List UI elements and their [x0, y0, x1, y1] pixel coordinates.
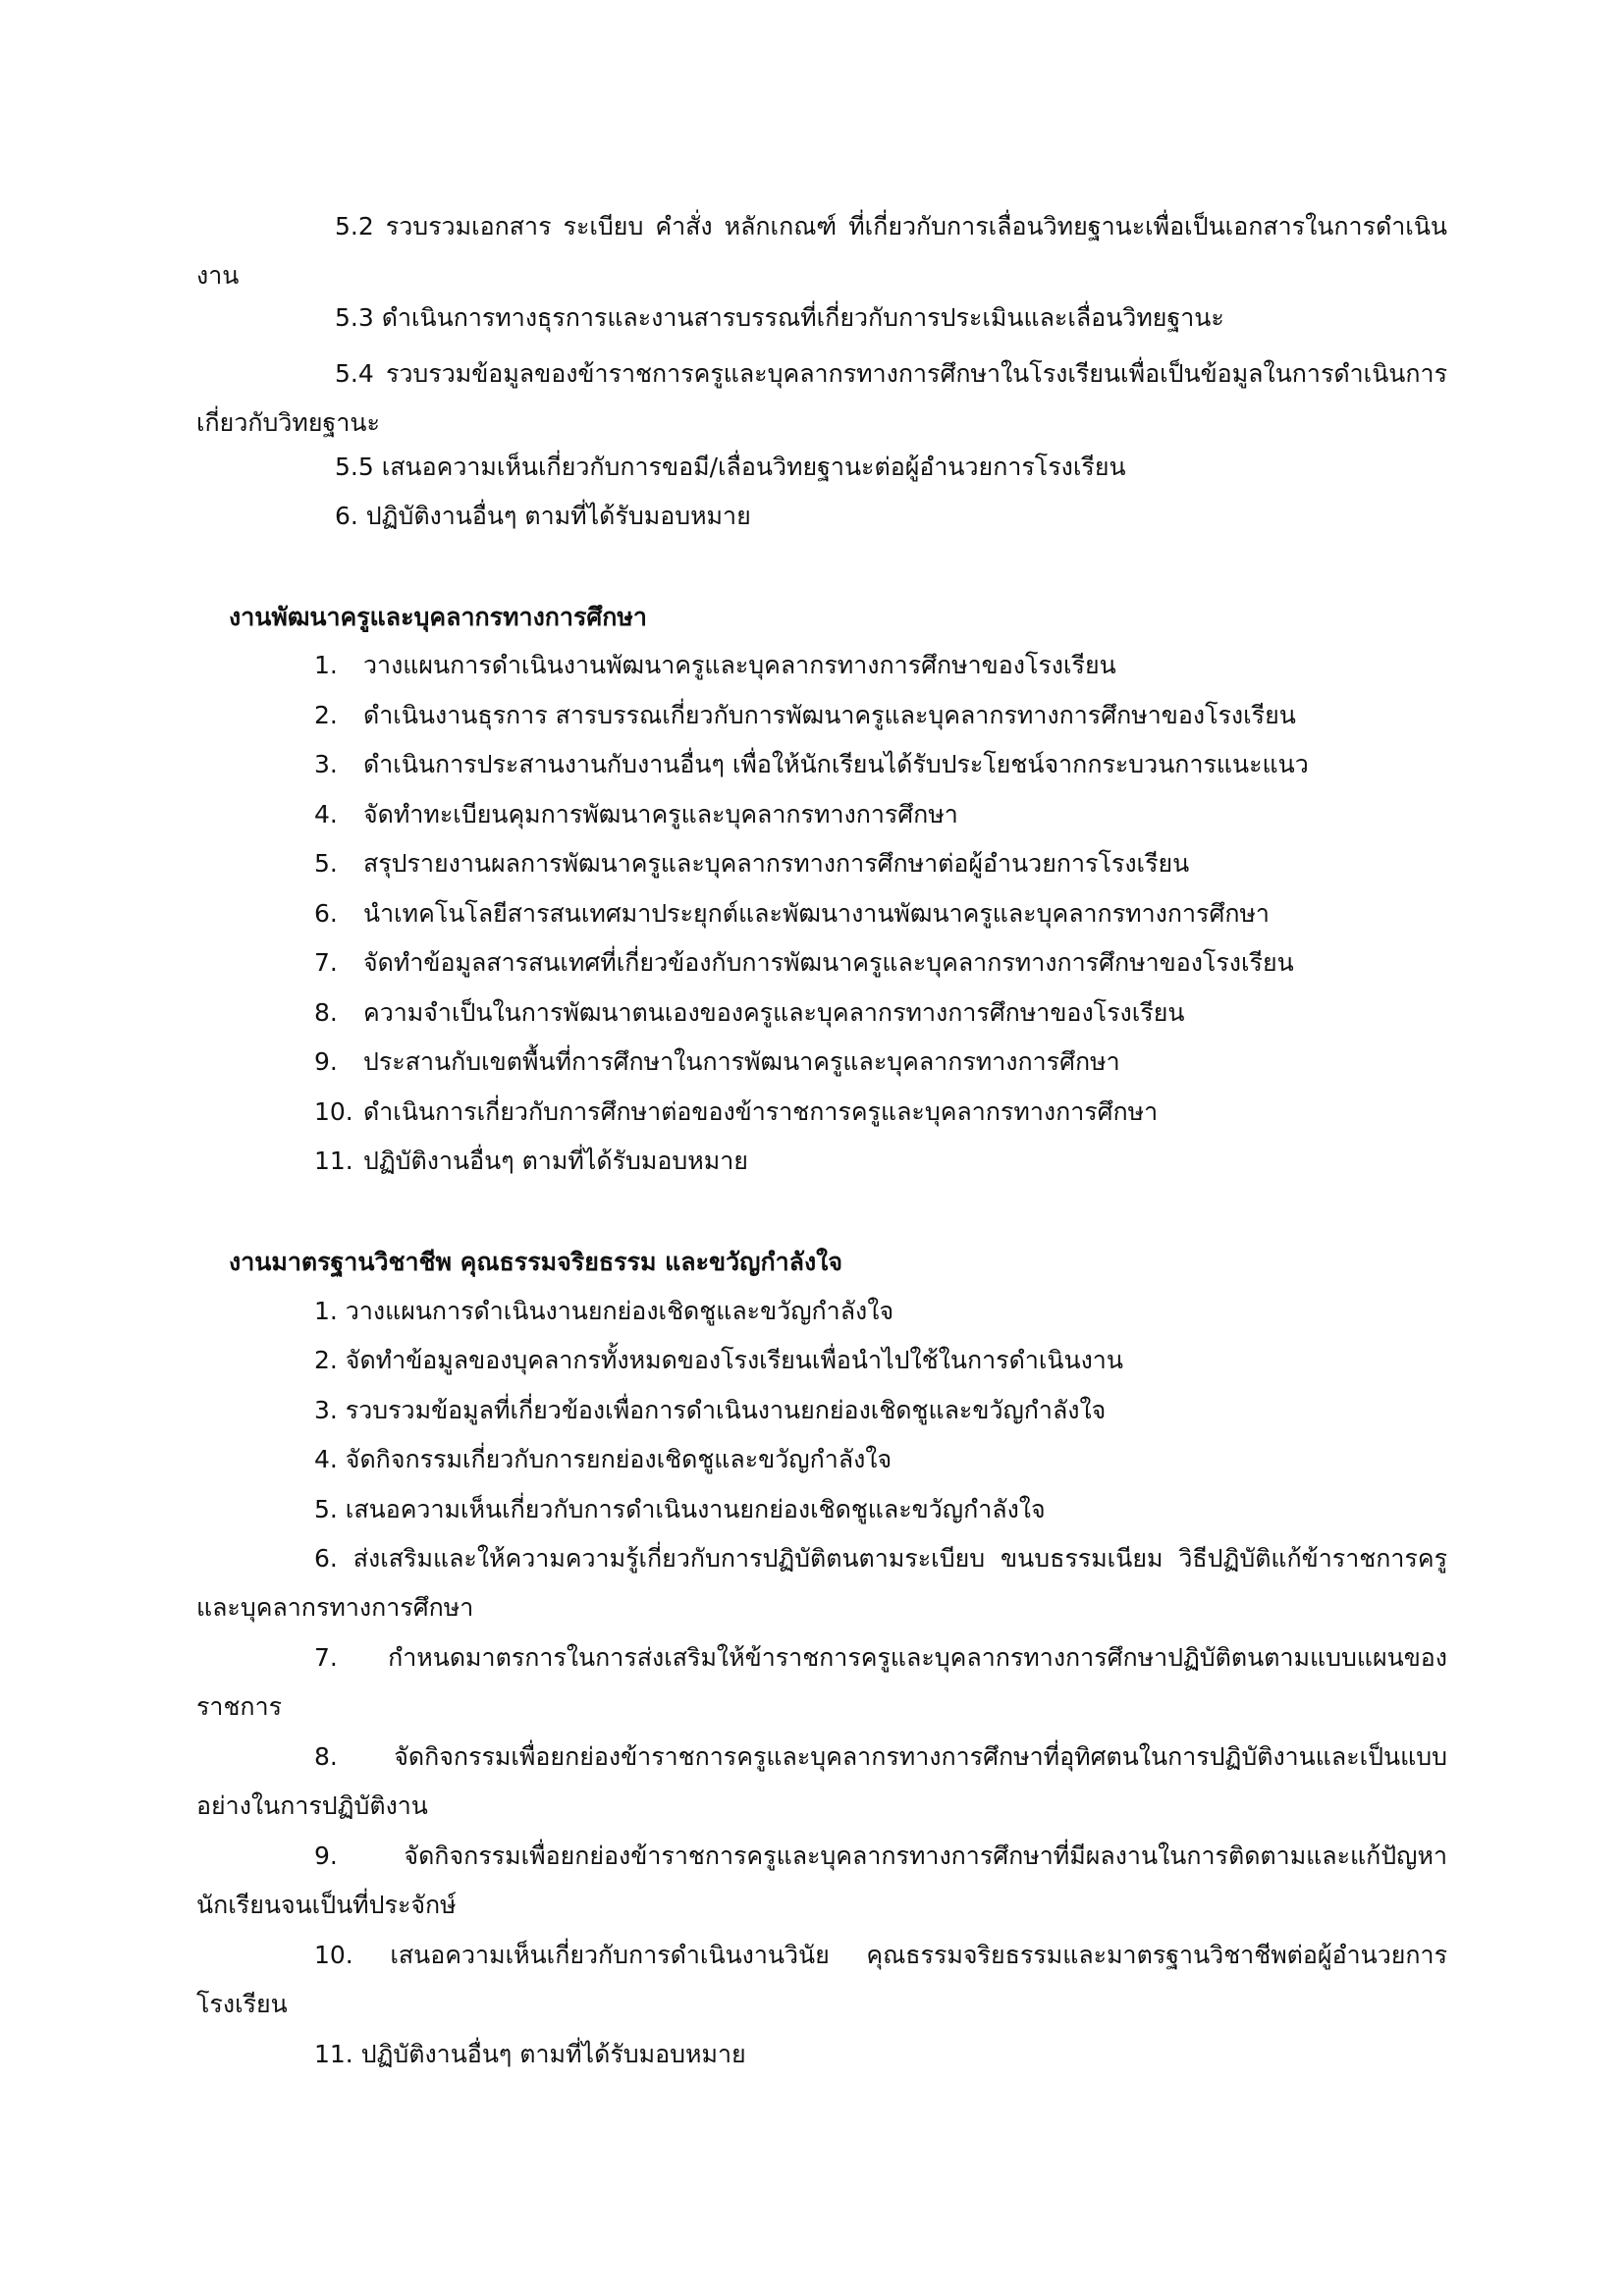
- std-item-5: 5. เสนอความเห็นเกี่ยวกับการดำเนินงานยกย่องเชิดชูและขวัญกำลังใจ: [314, 1495, 1046, 1523]
- std-item-10: [196, 1931, 1447, 2029]
- dev-item-10-num: 10.: [314, 1097, 353, 1126]
- dev-item-1: [314, 648, 1116, 683]
- dev-item-9-num: 9.: [314, 1047, 338, 1076]
- dev-item-8: [314, 995, 1184, 1031]
- dev-item-4-text: จัดทำทะเบียนคุมการพัฒนาครูและบุคลากรทางการศึกษา: [363, 800, 958, 828]
- dev-item-3-num: 3.: [314, 750, 338, 778]
- dev-item-9: [314, 1044, 1120, 1080]
- dev-item-1-text: วางแผนการดำเนินงานพัฒนาครูและบุคลากรทางการศึกษาของโรงเรียน: [363, 651, 1116, 679]
- dev-item-11-num: 11.: [314, 1147, 353, 1175]
- item-5-4-text: 5.4 รวบรวมข้อมูลของข้าราชการครูและบุคลากรทางการศึกษาในโรงเรียนเพื่อเป็นข้อมูลในการดำเนินการเกี่ยวกับวิทยฐานะ: [196, 359, 1447, 437]
- dev-item-4: [314, 797, 958, 832]
- std-item-8: [196, 1733, 1447, 1831]
- dev-item-6-text: นำเทคโนโลยีสารสนเทศมาประยุกต์และพัฒนางานพัฒนาครูและบุคลากรทางการศึกษา: [363, 899, 1270, 928]
- dev-item-5: [314, 846, 1189, 881]
- dev-item-3-text: ดำเนินการประสานงานกับงานอื่นๆ เพื่อให้นักเรียนได้รับประโยชน์จากกระบวนการแนะแนว: [363, 750, 1309, 778]
- dev-item-7-text: จัดทำข้อมูลสารสนเทศที่เกี่ยวข้องกับการพัฒนาครูและบุคลากรทางการศึกษาของโรงเรียน: [363, 948, 1294, 977]
- dev-item-1-num: 1.: [314, 651, 338, 679]
- std-item-10-text: 10. เสนอความเห็นเกี่ยวกับการดำเนินงานวินัย คุณธรรมจริยธรรมและมาตรฐานวิชาชีพต่อผู้อำนวยการโรงเรียน: [196, 1941, 1447, 2018]
- heading-professional-standards: งานมาตรฐานวิชาชีพ คุณธรรมจริยธรรม และขวัญกำลังใจ: [229, 1248, 843, 1276]
- item-5-4: [196, 349, 1447, 448]
- dev-item-5-num: 5.: [314, 849, 338, 878]
- std-item-1: 1. วางแผนการดำเนินงานยกย่องเชิดชูและขวัญกำลังใจ: [314, 1297, 894, 1325]
- heading-teacher-development: งานพัฒนาครูและบุคลากรทางการศึกษา: [229, 603, 647, 631]
- dev-item-8-num: 8.: [314, 998, 338, 1027]
- dev-item-11: [314, 1144, 748, 1179]
- dev-item-6: [314, 896, 1270, 932]
- dev-item-10-text: ดำเนินการเกี่ยวกับการศึกษาต่อของข้าราชการครูและบุคลากรทางการศึกษา: [363, 1097, 1159, 1126]
- item-5-2: [196, 202, 1447, 300]
- item-6: 6. ปฏิบัติงานอื่นๆ ตามที่ได้รับมอบหมาย: [335, 502, 751, 530]
- std-item-3: 3. รวบรวมข้อมูลที่เกี่ยวข้องเพื่อการดำเนินงานยกย่องเชิดชูและขวัญกำลังใจ: [314, 1396, 1107, 1424]
- dev-item-3: [314, 747, 1309, 782]
- dev-item-4-num: 4.: [314, 800, 338, 828]
- item-5-5: 5.5 เสนอความเห็นเกี่ยวกับการขอมี/เลื่อนวิทยฐานะต่อผู้อำนวยการโรงเรียน: [335, 453, 1126, 481]
- std-item-8-text: 8. จัดกิจกรรมเพื่อยกย่องข้าราชการครูและบุคลากรทางการศึกษาที่อุทิศตนในการปฏิบัติงานและเป็นแบบอย่างในการปฏิบัติงาน: [196, 1742, 1447, 1820]
- std-item-7: [196, 1633, 1447, 1732]
- dev-item-2-text: ดำเนินงานธุรการ สารบรรณเกี่ยวกับการพัฒนาครูและบุคลากรทางการศึกษาของโรงเรียน: [363, 701, 1296, 729]
- item-5-2-text: 5.2 รวบรวมเอกสาร ระเบียบ คำสั่ง หลักเกณฑ์ ที่เกี่ยวกับการเลื่อนวิทยฐานะเพื่อเป็นเอกสารในการดำเนินงาน: [196, 212, 1447, 290]
- dev-item-5-text: สรุปรายงานผลการพัฒนาครูและบุคลากรทางการศึกษาต่อผู้อำนวยการโรงเรียน: [363, 849, 1190, 878]
- std-item-7-text: 7. กำหนดมาตรการในการส่งเสริมให้ข้าราชการครูและบุคลากรทางการศึกษาปฏิบัติตนตามแบบแผนของราชการ: [196, 1643, 1447, 1721]
- item-5-3: 5.3 ดำเนินการทางธุรการและงานสารบรรณที่เกี่ยวกับการประเมินและเลื่อนวิทยฐานะ: [335, 303, 1224, 332]
- dev-item-11-text: ปฏิบัติงานอื่นๆ ตามที่ได้รับมอบหมาย: [363, 1147, 748, 1175]
- dev-item-10: [314, 1095, 1158, 1130]
- std-item-6: [196, 1534, 1447, 1632]
- dev-item-7-num: 7.: [314, 948, 338, 977]
- std-item-2: 2. จัดทำข้อมูลของบุคลากรทั้งหมดของโรงเรียนเพื่อนำไปใช้ในการดำเนินงาน: [314, 1346, 1123, 1374]
- dev-item-8-text: ความจำเป็นในการพัฒนาตนเองของครูและบุคลากรทางการศึกษาของโรงเรียน: [363, 998, 1185, 1027]
- std-item-9: [196, 1832, 1447, 1930]
- std-item-6-text: 6. ส่งเสริมและให้ความความรู้เกี่ยวกับการปฏิบัติตนตามระเบียบ ขนบธรรมเนียม วิธีปฏิบัติแก้ข้าราชการครูและบุคลากรทางการศึกษา: [196, 1544, 1447, 1622]
- std-item-4: 4. จัดกิจกรรมเกี่ยวกับการยกย่องเชิดชูและขวัญกำลังใจ: [314, 1445, 893, 1473]
- dev-item-2-num: 2.: [314, 701, 338, 729]
- std-item-11: 11. ปฏิบัติงานอื่นๆ ตามที่ได้รับมอบหมาย: [314, 2040, 746, 2068]
- std-item-9-text: 9. จัดกิจกรรมเพื่อยกย่องข้าราชการครูและบุคลากรทางการศึกษาที่มีผลงานในการติดตามและแก้ปัญหานักเรียนจนเป็นที่ประจักษ์: [196, 1842, 1447, 1919]
- dev-item-2: [314, 698, 1296, 733]
- dev-item-7: [314, 945, 1294, 981]
- dev-item-6-num: 6.: [314, 899, 338, 928]
- dev-item-9-text: ประสานกับเขตพื้นที่การศึกษาในการพัฒนาครูและบุคลากรทางการศึกษา: [363, 1047, 1120, 1076]
